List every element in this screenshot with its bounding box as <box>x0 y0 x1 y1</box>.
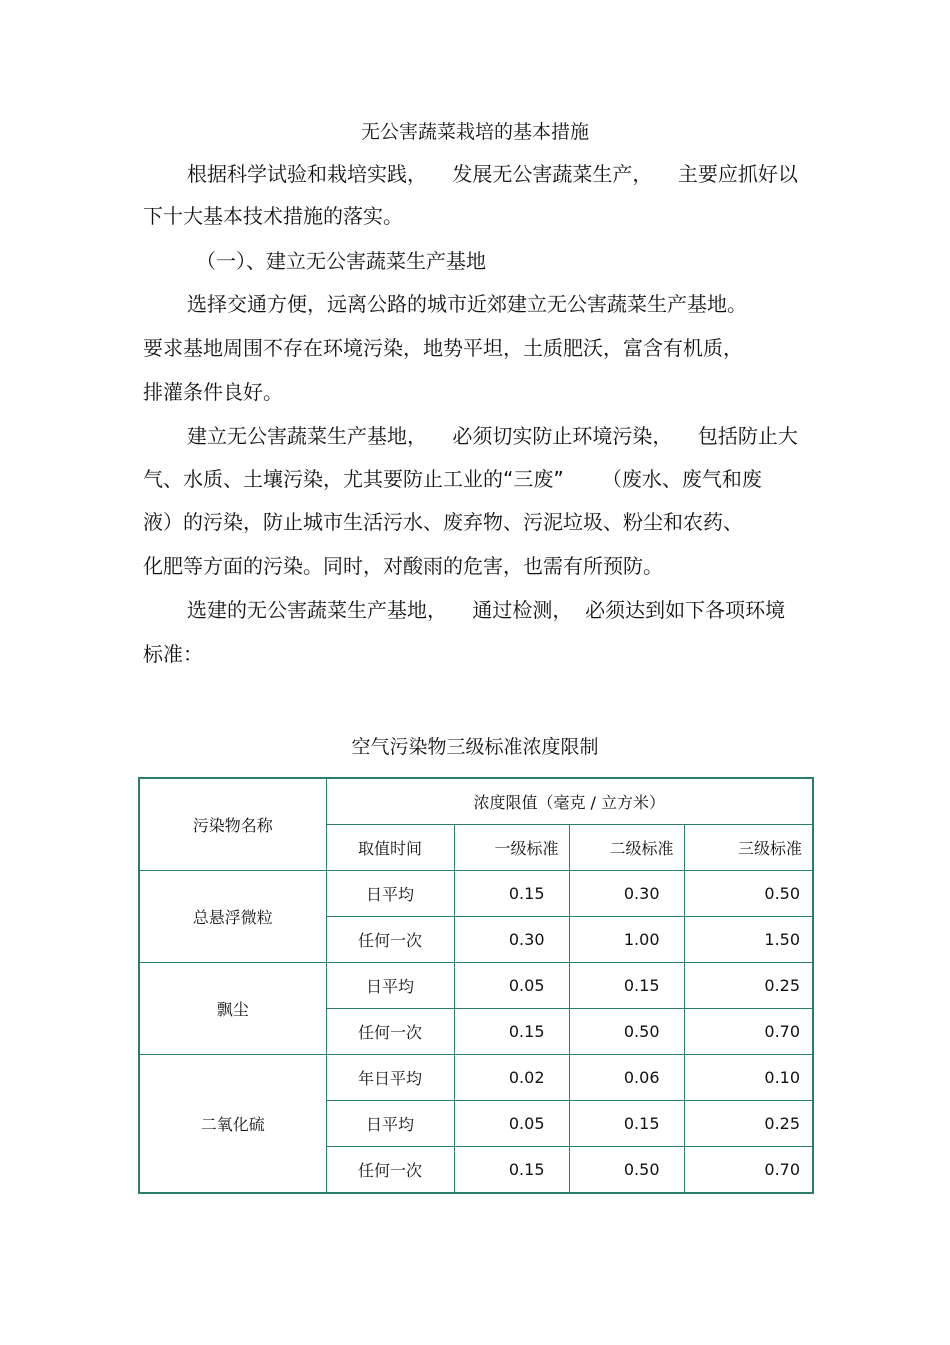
paragraph-3-line-4: 化肥等方面的污染。同时，对酸雨的危害，也需有所预防。 <box>143 554 663 578</box>
level-2-value-cell: 0.30 <box>569 871 684 917</box>
paragraph-3-line-1: 建立无公害蔬菜生产基地， 必须切实防止环境污染， 包括防止大 <box>187 424 798 448</box>
header-sampling-time: 取值时间 <box>326 825 454 871</box>
paragraph-2-line-2: 要求基地周围不存在环境污染，地势平坦，土质肥沃，富含有机质， <box>143 336 743 360</box>
sampling-time-cell: 任何一次 <box>326 1147 454 1194</box>
level-3-value-cell: 1.50 <box>684 917 813 963</box>
level-2-value-cell: 0.15 <box>569 963 684 1009</box>
level-1-value-cell: 0.15 <box>454 1009 569 1055</box>
table-header-row-1 <box>139 778 813 825</box>
paragraph-4-line-1: 选建的无公害蔬菜生产基地， 通过检测， 必须达到如下各项环境 <box>187 598 786 622</box>
header-concentration-limit: 浓度限值（毫克 / 立方米） <box>326 778 813 825</box>
sampling-time-cell: 任何一次 <box>326 1009 454 1055</box>
paragraph-3-line-2: 气、水质、土壤污染，尤其要防止工业的“三废” （废水、废气和废 <box>143 467 762 491</box>
air-pollutant-standards-table <box>138 777 814 1194</box>
level-3-value-cell: 0.25 <box>684 963 813 1009</box>
level-3-value-cell: 0.10 <box>684 1055 813 1101</box>
header-pollutant-name: 污染物名称 <box>139 778 326 871</box>
table-caption: 空气污染物三级标准浓度限制 <box>351 736 599 758</box>
sampling-time-cell: 年日平均 <box>326 1055 454 1101</box>
paragraph-1-line-1: 根据科学试验和栽培实践， 发展无公害蔬菜生产， 主要应抓好以 <box>187 162 798 186</box>
header-level-2: 二级标准 <box>569 825 684 871</box>
level-2-value-cell: 0.50 <box>569 1009 684 1055</box>
pollutant-name-cell: 飘尘 <box>139 963 326 1055</box>
paragraph-4-line-2: 标准： <box>143 642 203 666</box>
level-3-value-cell: 0.70 <box>684 1009 813 1055</box>
level-2-value-cell: 0.50 <box>569 1147 684 1194</box>
sampling-time-cell: 日平均 <box>326 871 454 917</box>
level-2-value-cell: 0.15 <box>569 1101 684 1147</box>
document-title: 无公害蔬菜栽培的基本措施 <box>360 121 589 143</box>
table-row <box>139 871 813 917</box>
pollutant-name-cell: 二氧化硫 <box>139 1055 326 1194</box>
level-3-value-cell: 0.70 <box>684 1147 813 1194</box>
pollutant-name-cell: 总悬浮微粒 <box>139 871 326 963</box>
level-1-value-cell: 0.05 <box>454 1101 569 1147</box>
table-row <box>139 1055 813 1101</box>
sampling-time-cell: 日平均 <box>326 1101 454 1147</box>
level-2-value-cell: 1.00 <box>569 917 684 963</box>
header-level-3: 三级标准 <box>684 825 813 871</box>
level-1-value-cell: 0.15 <box>454 871 569 917</box>
level-1-value-cell: 0.02 <box>454 1055 569 1101</box>
level-1-value-cell: 0.05 <box>454 963 569 1009</box>
level-1-value-cell: 0.15 <box>454 1147 569 1194</box>
paragraph-3-line-3: 液）的污染，防止城市生活污水、废弃物、污泥垃圾、粉尘和农药、 <box>143 510 743 534</box>
level-2-value-cell: 0.06 <box>569 1055 684 1101</box>
sampling-time-cell: 日平均 <box>326 963 454 1009</box>
level-1-value-cell: 0.30 <box>454 917 569 963</box>
paragraph-2-line-3: 排灌条件良好。 <box>143 380 283 404</box>
sampling-time-cell: 任何一次 <box>326 917 454 963</box>
level-3-value-cell: 0.25 <box>684 1101 813 1147</box>
level-3-value-cell: 0.50 <box>684 871 813 917</box>
table-row <box>139 963 813 1009</box>
section-heading-1: （一）、建立无公害蔬菜生产基地 <box>196 249 486 273</box>
paragraph-1-line-2: 下十大基本技术措施的落实。 <box>143 204 403 228</box>
paragraph-2-line-1: 选择交通方便，远离公路的城市近郊建立无公害蔬菜生产基地。 <box>187 292 747 316</box>
header-level-1: 一级标准 <box>454 825 569 871</box>
